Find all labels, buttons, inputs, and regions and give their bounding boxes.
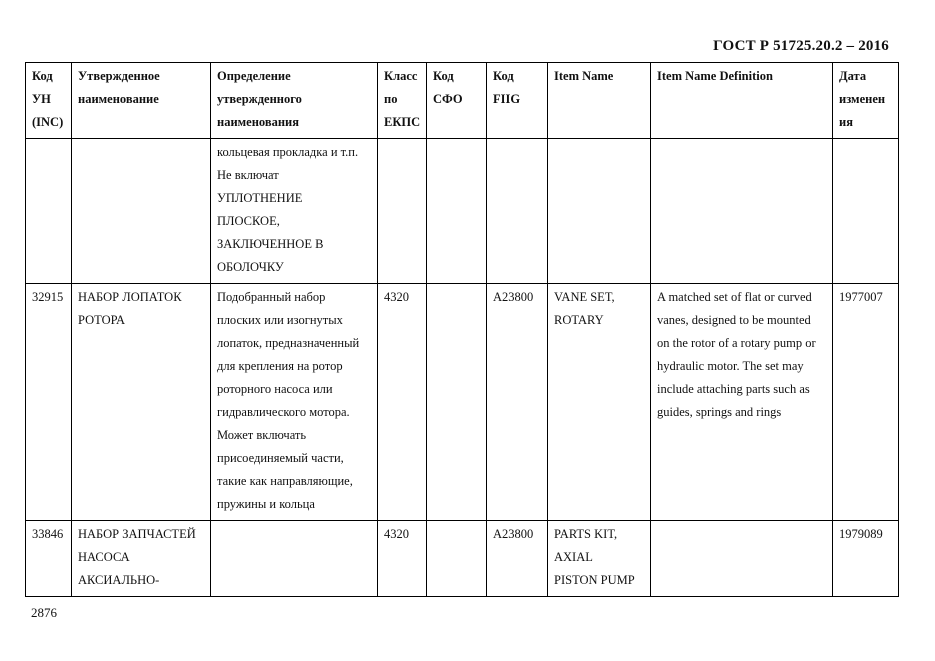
cell-class: 4320 xyxy=(378,521,427,597)
header-change-date: Дата изменен ия xyxy=(833,63,899,139)
cell-definition: Подобранный набор плоских или изогнутых лопаток, предназначенный для крепления на ротор роторного насоса или гидравлического мотора. Может включать присоединяемый части, такие как направляющие, пружины и кольца xyxy=(211,284,378,521)
cell-class xyxy=(378,139,427,284)
cell-sfo xyxy=(427,521,487,597)
cell-definition: кольцевая прокладка и т.п. Не включат УПЛОТНЕНИЕ ПЛОСКОЕ, ЗАКЛЮЧЕННОЕ В ОБОЛОЧКУ xyxy=(211,139,378,284)
cell-inc: 33846 xyxy=(26,521,72,597)
header-inc: Код УН (INC) xyxy=(26,63,72,139)
cell-fiig: A23800 xyxy=(487,521,548,597)
cell-approved-name: НАБОР ЗАПЧАСТЕЙ НАСОСА АКСИАЛЬНО- xyxy=(72,521,211,597)
cell-definition xyxy=(211,521,378,597)
document-standard-header: ГОСТ Р 51725.20.2 – 2016 xyxy=(713,38,889,54)
header-item-name: Item Name xyxy=(548,63,651,139)
cell-date: 1977007 xyxy=(833,284,899,521)
cell-approved-name: НАБОР ЛОПАТОК РОТОРА xyxy=(72,284,211,521)
cell-approved-name xyxy=(72,139,211,284)
header-item-name-definition: Item Name Definition xyxy=(651,63,833,139)
cell-fiig: A23800 xyxy=(487,284,548,521)
cell-item-definition xyxy=(651,139,833,284)
table-header-row xyxy=(26,63,899,139)
cell-sfo xyxy=(427,139,487,284)
table-row xyxy=(26,139,899,284)
cell-date: 1979089 xyxy=(833,521,899,597)
header-class: Класс по ЕКПС xyxy=(378,63,427,139)
cell-inc xyxy=(26,139,72,284)
cell-item-name: VANE SET, ROTARY xyxy=(548,284,651,521)
cell-item-definition xyxy=(651,521,833,597)
cell-inc: 32915 xyxy=(26,284,72,521)
cell-item-definition: A matched set of flat or curved vanes, designed to be mounted on the rotor of a rotary pump or hydraulic motor. The set may include attaching parts such as guides, springs and rings xyxy=(651,284,833,521)
table-row xyxy=(26,284,899,521)
header-approved-name: Утвержденное наименование xyxy=(72,63,211,139)
cell-date xyxy=(833,139,899,284)
page-number: 2876 xyxy=(31,605,57,620)
cell-fiig xyxy=(487,139,548,284)
cell-item-name: PARTS KIT, AXIAL PISTON PUMP xyxy=(548,521,651,597)
header-definition: Определение утвержденного наименования xyxy=(211,63,378,139)
header-fiig: Код FIIG xyxy=(487,63,548,139)
cell-sfo xyxy=(427,284,487,521)
header-sfo: Код СФО xyxy=(427,63,487,139)
cell-item-name xyxy=(548,139,651,284)
classification-table xyxy=(25,62,899,597)
table-row xyxy=(26,521,899,597)
cell-class: 4320 xyxy=(378,284,427,521)
